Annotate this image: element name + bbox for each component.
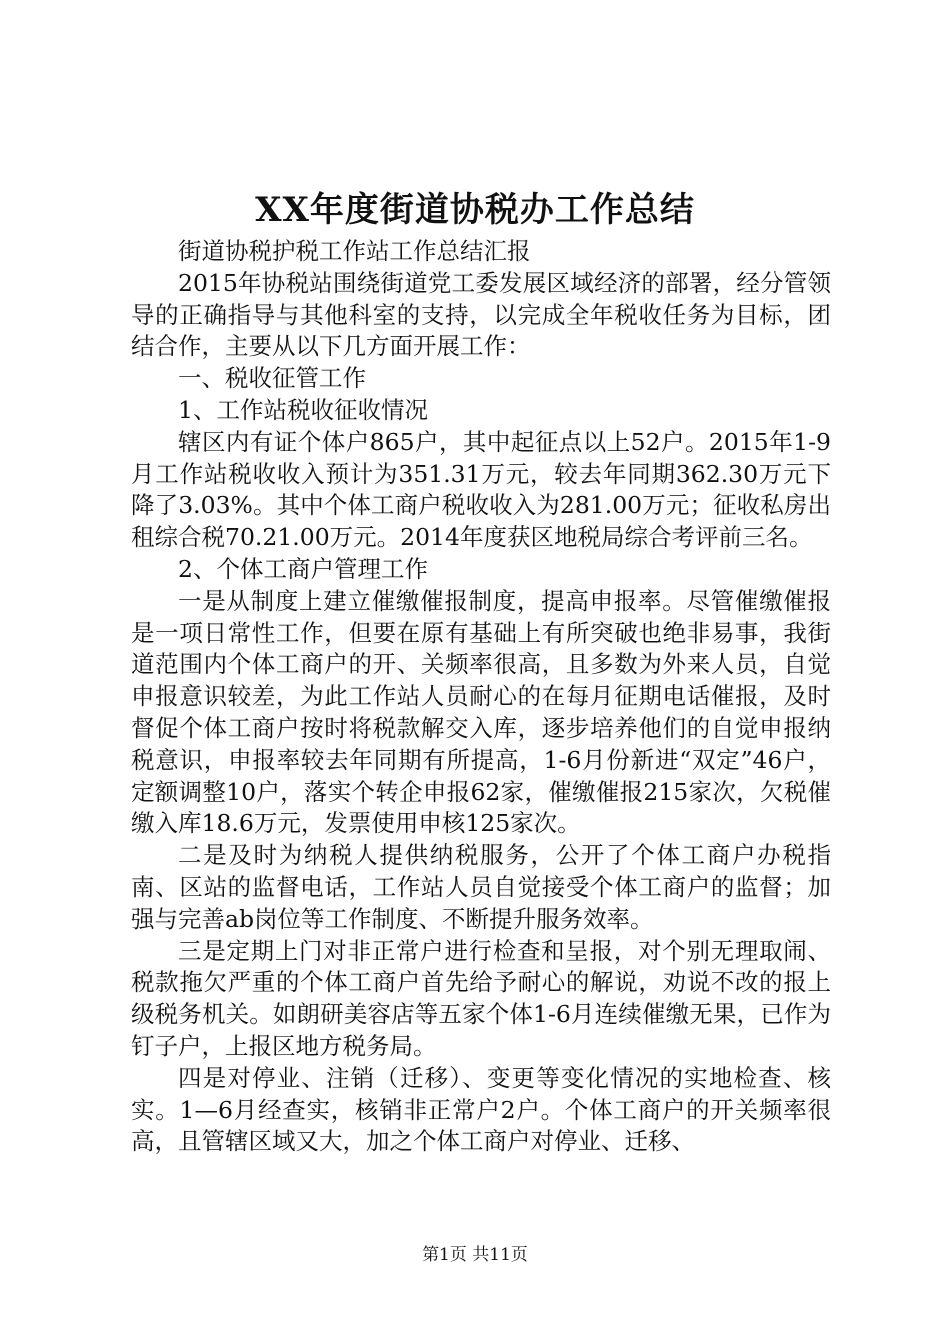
paragraph-point-3: 三是定期上门对非正常户进行检查和呈报，对个别无理取闹、税款拖欠严重的个体工商户首先给予耐心的解说，劝说不改的报上级税务机关。如朗研美容店等五家个体1-6月连续催缴无果，已作为钉子户，上报区地方税务局。	[131, 936, 831, 1060]
paragraph-subtitle: 街道协税护税工作站工作总结汇报	[178, 237, 531, 265]
paragraph-point-4: 四是对停业、注销（迁移）、变更等变化情况的实地检查、核实。1—6月经查实，核销非正常户2户。个体工商户的开关频率很高，且管辖区域又大，加之个体工商户对停业、迁移、	[131, 1063, 831, 1156]
document-title: XX年度街道协税办工作总结	[255, 190, 695, 230]
subsection-heading-1: 1、工作站税收征收情况	[178, 395, 428, 424]
document-body	[131, 236, 831, 1158]
page-number-footer: 第1页 共11页	[422, 1245, 528, 1265]
paragraph-intro: 2015年协税站围绕街道党工委发展区域经济的部署，经分管领导的正确指导与其他科室的支持，以完成全年税收任务为目标，团结合作，主要从以下几方面开展工作：	[131, 268, 831, 361]
section-heading-1: 一、税收征管工作	[178, 364, 366, 393]
paragraph-tax-collection: 辖区内有证个体户865户，其中起征点以上52户。2015年1-9月工作站税收收入预计为351.31万元，较去年同期362.30万元下降了3.03%。其中个体工商户税收收入为281.00万元；征收私房出租综合税70.21.00万元。2014年度获区地税局综合考评前三名。	[131, 427, 831, 552]
paragraph-point-1: 一是从制度上建立催缴催报制度，提高申报率。尽管催缴催报是一项日常性工作，但要在原有基础上有所突破也绝非易事，我街道范围内个体工商户的开、关频率很高，且多数为外来人员，自觉申报意识较差，为此工作站人员耐心的在每月征期电话催报，及时督促个体工商户按时将税款解交入库，逐步培养他们的自觉申报纳税意识，申报率较去年同期有所提高，1-6月份新进“双定”46户，定额调整10户，落实个转企申报62家，催缴催报215家次，欠税催缴入库18.6万元，发票使用申核125家次。	[131, 586, 831, 838]
paragraph-point-2: 二是及时为纳税人提供纳税服务，公开了个体工商户办税指南、区站的监督电话，工作站人员自觉接受个体工商户的监督；加强与完善ab岗位等工作制度、不断提升服务效率。	[131, 841, 831, 933]
subsection-heading-2: 2、个体工商户管理工作	[178, 554, 428, 583]
